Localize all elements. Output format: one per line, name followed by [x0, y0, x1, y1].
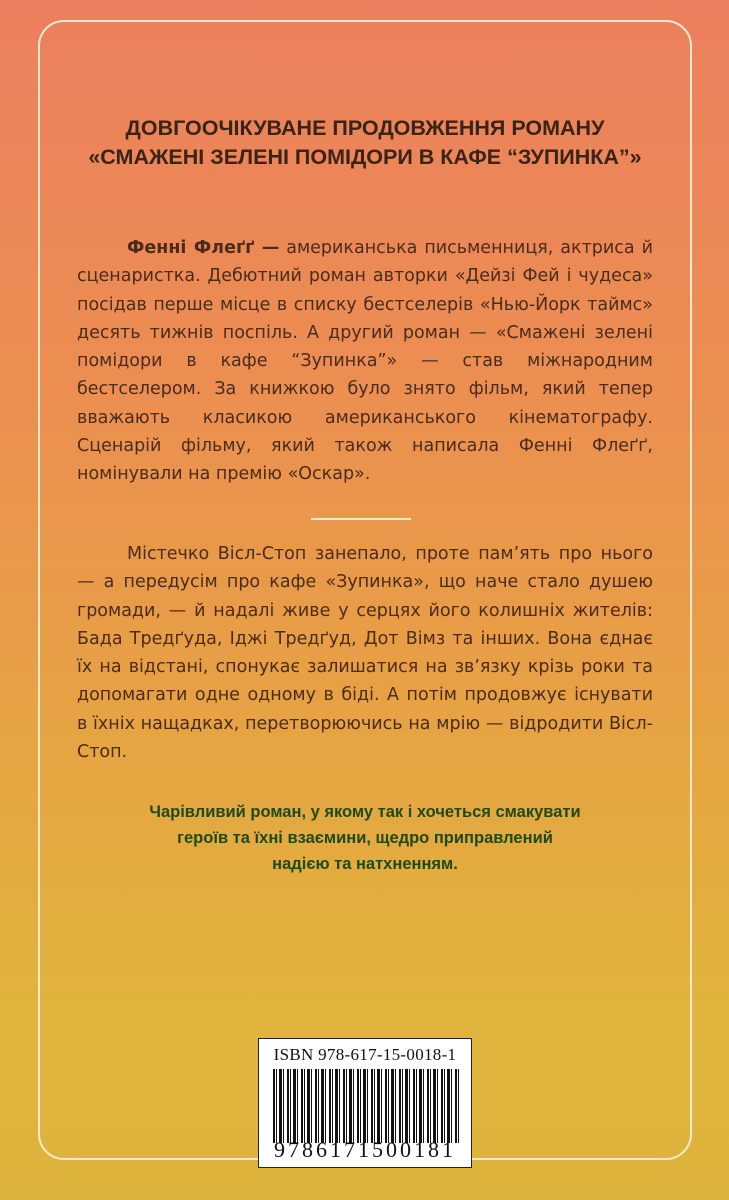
heading-line-2: «СМАЖЕНІ ЗЕЛЕНІ ПОМІДОРИ В КАФЕ “ЗУПИНКА”»: [88, 145, 642, 169]
author-bio-text: американська письменниця, актриса й сценаристка. Дебютний роман авторки «Дейзі Фей і чудеса» посідав перше місце в списку бестселерів «Нью-Йорк таймс» десять тижнів поспіль. А другий роман — «Смажені зелені помідори в кафе “Зупинка”» — став міжнародним бестселером. За книжкою було знято фільм, який тепер вважають класикою американського кінематографу. Сценарій фільму, який також написала Фенні Флеґґ, номінували на премію «Оскар».: [77, 238, 653, 485]
tagline-line-1: Чарівливий роман, у якому так і хочеться смакувати: [149, 803, 581, 821]
isbn-barcode: [258, 1038, 472, 1168]
isbn-number: ISBN 978-617-15-0018-1: [273, 1045, 457, 1064]
author-name: Фенні Флеґґ —: [127, 238, 280, 258]
barcode-bars: [273, 1069, 461, 1143]
divider: [311, 518, 411, 520]
synopsis: Містечко Вісл-Стоп занепало, проте пам’ять про нього — а передусім про кафе «Зупинка», що наче стало душею громади, — й надалі живе у серцях його колишніх жителів: Бада Тредґуда, Іджі Тредґуд, Дот Вімз та інших. Вона єднає їх на відстані, спонукає залишатися на зв’язку крізь роки та допомагати одне одному в біді. А потім продовжує існувати в їхніх нащадках, перетворюючись на мрію — відродити Вісл-Стоп.: [77, 544, 653, 763]
cover-heading: [40, 114, 690, 172]
author-bio: [77, 234, 653, 489]
ean-number: 9786171500181: [274, 1137, 456, 1162]
tagline-line-2: героїв та їхні взаємини, щедро приправлений: [177, 829, 553, 847]
heading-line-1: ДОВГООЧІКУВАНЕ ПРОДОВЖЕННЯ РОМАНУ: [125, 116, 605, 140]
tagline-line-3: надією та натхненням.: [272, 855, 458, 873]
tagline: [90, 799, 640, 877]
